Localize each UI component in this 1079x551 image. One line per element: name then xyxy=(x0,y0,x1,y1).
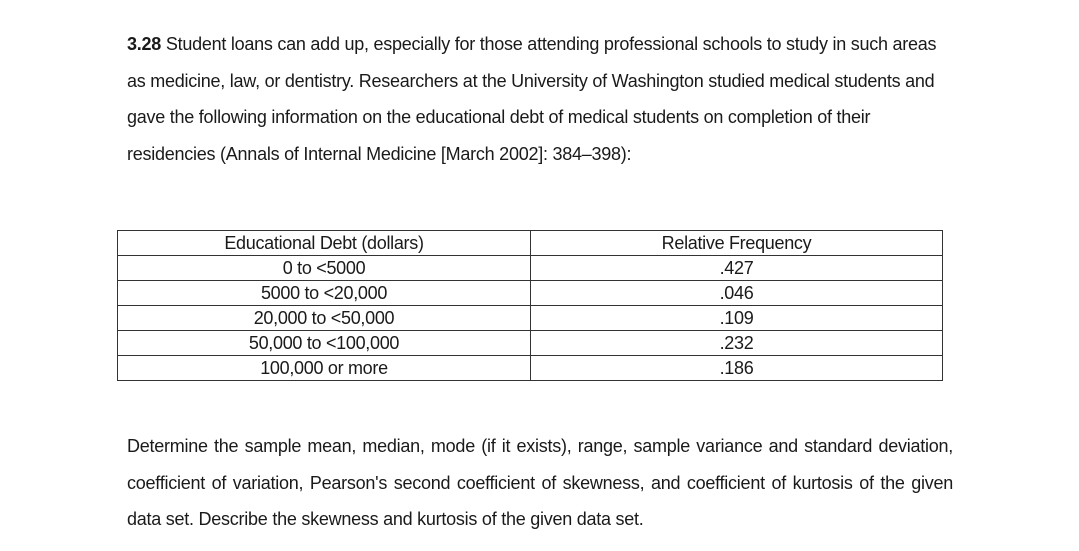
debt-frequency-table xyxy=(117,230,943,381)
table-row xyxy=(118,256,943,281)
table-row xyxy=(118,281,943,306)
debt-range-cell: 20,000 to <50,000 xyxy=(118,306,531,331)
relative-frequency-cell: .427 xyxy=(531,256,943,281)
relative-frequency-cell: .186 xyxy=(531,356,943,381)
table-header-row xyxy=(118,231,943,256)
debt-range-cell: 100,000 or more xyxy=(118,356,531,381)
debt-range-cell: 0 to <5000 xyxy=(118,256,531,281)
relative-frequency-cell: .232 xyxy=(531,331,943,356)
relative-frequency-cell: .046 xyxy=(531,281,943,306)
table-row xyxy=(118,306,943,331)
column-header-debt: Educational Debt (dollars) xyxy=(118,231,531,256)
problem-intro-text: Student loans can add up, especially for those attending professional schools to study in such areas as medicine, law, or dentistry. Researchers at the University of Washington studied medical students and gave the following information on the educational debt of medical students on completion of their residencies (Annals of Internal Medicine [March 2002]: 384–398): xyxy=(127,34,937,164)
question-text: Determine the sample mean, median, mode (if it exists), range, sample variance and standard deviation, coefficient of variation, Pearson's second coefficient of skewness, and coefficient of kurtosis of the given data set. Describe the skewness and kurtosis of the given data set. xyxy=(127,436,953,529)
table-row xyxy=(118,356,943,381)
debt-range-cell: 50,000 to <100,000 xyxy=(118,331,531,356)
problem-number: 3.28 xyxy=(127,34,162,54)
column-header-frequency: Relative Frequency xyxy=(531,231,943,256)
debt-range-cell: 5000 to <20,000 xyxy=(118,281,531,306)
relative-frequency-cell: .109 xyxy=(531,306,943,331)
problem-intro xyxy=(127,26,957,172)
table-row xyxy=(118,331,943,356)
